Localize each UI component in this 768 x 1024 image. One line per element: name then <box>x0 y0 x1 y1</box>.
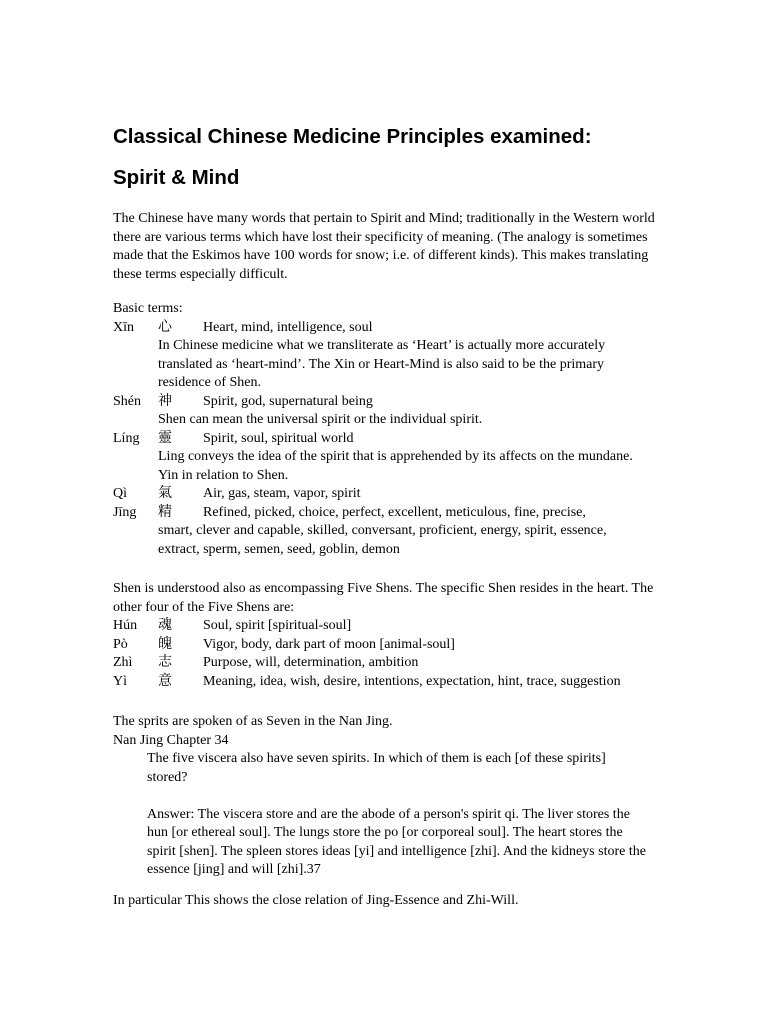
term-hanzi: 神 <box>158 393 172 409</box>
five-shens-intro: Shen is understood also as encompassing Five Shens. The specific Shen resides in the heart. The other four of the Five Shens are: <box>113 581 654 615</box>
shen-row-zhi <box>113 654 658 673</box>
closing-paragraph <box>113 892 658 911</box>
term-meaning: Spirit, soul, spiritual world <box>203 430 354 446</box>
term-row-qi <box>113 485 658 504</box>
term-note-ling: Ling conveys the idea of the spirit that is apprehended by its affects on the mundane. Yin in relation to Shen. <box>158 449 633 483</box>
nan-jing-section <box>113 713 658 880</box>
shen-pinyin: Pò <box>113 636 128 652</box>
shen-hanzi: 魂 <box>158 618 172 633</box>
term-pinyin: Qì <box>113 486 127 501</box>
term-hanzi: 靈 <box>158 430 172 446</box>
term-note-jing: smart, clever and capable, skilled, conversant, proficient, energy, spirit, essence, extract, sperm, semen, seed, goblin, demon <box>158 523 607 557</box>
term-meaning: Air, gas, steam, vapor, spirit <box>203 486 361 501</box>
term-pinyin: Jīng <box>113 504 137 520</box>
shen-meaning: Meaning, idea, wish, desire, intentions, expectation, hint, trace, suggestion <box>203 673 621 689</box>
shen-pinyin: Hún <box>113 618 138 633</box>
shen-row-po <box>113 636 658 655</box>
term-pinyin: Líng <box>113 430 140 446</box>
term-hanzi: 精 <box>158 504 172 520</box>
shen-pinyin: Zhì <box>113 655 133 670</box>
document-title: Classical Chinese Medicine Principles examined: <box>113 125 592 148</box>
closing-text: In particular This shows the close relation of Jing-Essence and Zhi-Will. <box>113 893 519 908</box>
shen-pinyin: Yì <box>113 673 127 689</box>
term-meaning: Spirit, god, supernatural being <box>203 393 373 409</box>
term-row-xin <box>113 319 658 338</box>
term-pinyin: Shén <box>113 393 141 409</box>
term-hanzi: 心 <box>158 319 172 335</box>
term-row-jing <box>113 504 658 523</box>
term-row-shen <box>113 393 658 412</box>
shen-meaning: Purpose, will, determination, ambition <box>203 655 419 670</box>
intro-text: The Chinese have many words that pertain to Spirit and Mind; traditionally in the Western world there are various terms which have lost their specificity of meaning. (The analogy is sometimes made that the Eskimos have 100 words for snow; i.e. of different kinds). This makes translating these terms especially difficult. <box>113 211 655 282</box>
term-hanzi: 氣 <box>158 486 172 501</box>
quote-question: The five viscera also have seven spirits. In which of them is each [of these spirits] stored? <box>147 751 606 785</box>
nan-jing-reference: Nan Jing Chapter 34 <box>113 732 229 748</box>
basic-terms-heading: Basic terms: <box>113 301 183 316</box>
document-subtitle: Spirit & Mind <box>113 166 240 189</box>
intro-paragraph <box>113 210 658 284</box>
basic-terms-section <box>113 300 658 559</box>
term-note-xin: In Chinese medicine what we transliterate as ‘Heart’ is actually more accurately translated as ‘heart-mind’. The Xin or Heart-Mind is also said to be the primary residence of Shen. <box>158 338 606 390</box>
shen-meaning: Vigor, body, dark part of moon [animal-soul] <box>203 636 455 652</box>
term-pinyin: Xīn <box>113 319 134 335</box>
seven-spirits-text: The sprits are spoken of as Seven in the Nan Jing. <box>113 714 393 729</box>
shen-row-hun <box>113 617 658 636</box>
quote-answer: Answer: The viscera store and are the abode of a person's spirit qi. The liver stores the hun [or ethereal soul]. The lungs store the po [or corporeal soul]. The heart stores the spirit [shen]. The spleen stores ideas [yi] and intelligence [zhi]. And the kidneys store the essence [jing] and will [zhi].37 <box>147 806 646 877</box>
term-row-ling <box>113 430 658 449</box>
five-shens-section <box>113 580 658 691</box>
shen-meaning: Soul, spirit [spiritual-soul] <box>203 618 352 633</box>
term-meaning: Heart, mind, intelligence, soul <box>203 319 373 335</box>
shen-hanzi: 意 <box>158 673 172 689</box>
term-note-shen: Shen can mean the universal spirit or the individual spirit. <box>158 412 483 427</box>
shen-row-yi <box>113 673 658 692</box>
shen-hanzi: 魄 <box>158 636 172 652</box>
shen-hanzi: 志 <box>158 655 172 670</box>
term-meaning: Refined, picked, choice, perfect, excellent, meticulous, fine, precise, <box>203 504 586 520</box>
